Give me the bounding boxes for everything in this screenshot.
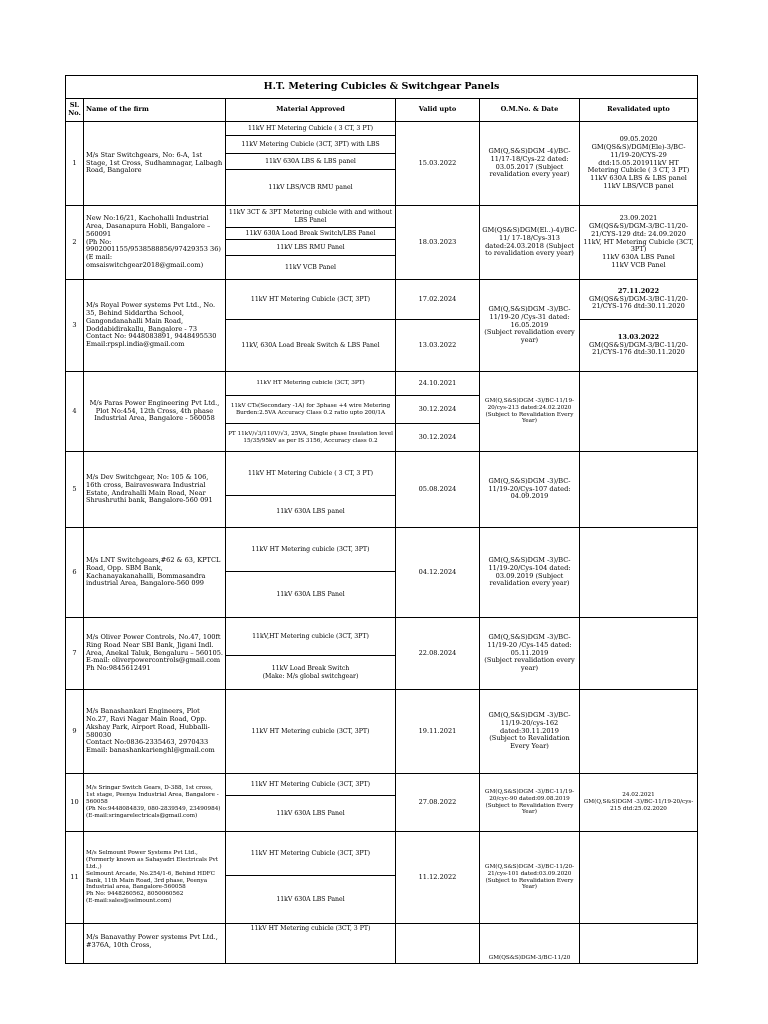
table-row: [66, 618, 698, 656]
om-no-date: GM(Q,S&S)DGM -4)/BC-11/17-18/Cys-22 dated: 03.05.2017 (Subject revalidation every year): [480, 122, 580, 206]
table-row: [66, 924, 698, 964]
om-no-date: GM(Q,S&S)DGM -3)/BC-11/20-21/cys-101 dated:03.09.2020 (Subject to Revalidation Every Year): [480, 832, 580, 924]
firm-name: New No:16/21, Kachohalli Industrial Area, Dasanapura Hobli, Bangalore – 560091 (Ph No: 9902001155/9538588856/97429353 36) (E mail: omsaiswitchgear2018@gmail.com): [84, 206, 226, 280]
row-sl-no: 6: [66, 528, 84, 618]
om-no-date: GM(Q,S&S)DGM -3)/BC-11/19-20/cyc-90 dated:09.08.2019 (Subject to Revalidation Every Year): [480, 774, 580, 832]
table-row: [66, 280, 698, 320]
material-item: 11kV Load Break Switch (Make: M/s global switchgear): [226, 656, 396, 690]
revalidated-upto: 24.02.2021 GM(Q,S&S)DGM -3)/BC-11/19-20/cys-215 dtd:25.02.2020: [580, 774, 698, 832]
material-item: 11kV Metering Cubicle (3CT, 3PT) with LBS: [226, 136, 396, 154]
valid-upto: [396, 924, 480, 964]
material-item: 11kV 630A LBS Panel: [226, 796, 396, 832]
table-row: [66, 452, 698, 496]
om-no-date: GM(Q,S&S)DGM -3)/BC-11/19-20 /Cys-31 dated: 16.05.2019 (Subject revalidation every year): [480, 280, 580, 372]
revalidated-date: 13.03.2022: [617, 332, 660, 341]
valid-upto: 19.11.2021: [396, 690, 480, 774]
material-item: 11kV LBS/VCB RMU panel: [226, 170, 396, 206]
revalidated-upto: [580, 924, 698, 964]
firm-name: M/s Sringar Switch Gears, D-388, 1st cross, 1st stage, Peenya Industrial Area, Bangalore - 560058 (Ph No:9448084839, 080-2839549, 23490984)(E-mail:sringarelectricals@gmail.com): [84, 774, 226, 832]
firm-name: M/s Selmount Power Systems Pvt Ltd., (Formerly known as Sahayadri Electricals Pvt Ltd.,) Selmount Arcade, No.254/1-6, Behind HDFC Bank, 11th Main Road, 3rd phase, Peenya Industrial area, Bangalore-560058 Ph No: 9448260562, 8050060562 (E-mail:sales@selmount.com): [84, 832, 226, 924]
valid-upto: 30.12.2024: [396, 396, 480, 424]
header-valid-upto: Valid upto: [396, 99, 480, 122]
material-item: 11kV HT Metering Cubicle ( 3 CT, 3 PT): [226, 452, 396, 496]
revalidated-ref: GM(QS&S)/DGM-3/BC-11/20-21/CYS-176 dtd:30.11.2020: [588, 294, 689, 311]
valid-upto: 11.12.2022: [396, 832, 480, 924]
firm-name: M/s Paras Power Engineering Pvt Ltd., Plot No:454, 12th Cross, 4th phase Industrial Area, Bangalore - 560058: [84, 372, 226, 452]
om-no-date: GM(Q,S&S)DGM -3)/BC-11/19-20/Cys-107 dated: 04.09.2019: [480, 452, 580, 528]
header-revalidated-upto: Revalidated upto: [580, 99, 698, 122]
revalidated-upto: 09.05.2020 GM(QS&S)/DGM(Ele)-3/BC-11/19-20/CYS-29 dtd:15.05.201911kV HT Metering Cubicle ( 3 CT, 3 PT) 11kV 630A LBS & LBS panel 11kV LBS/VCB panel: [580, 122, 698, 206]
material-item: 11kV HT Metering cubicle (3CT, 3PT): [226, 690, 396, 774]
material-item: 11kV HT Metering cubicle (3CT, 3 PT): [226, 924, 396, 964]
revalidated-upto: [580, 690, 698, 774]
om-no-date: GM(Q,S&S)DGM -3)/BC-11/19-20/cys-213 dated:24.02.2020 (Subject to Revalidation Every Year): [480, 372, 580, 452]
valid-upto: 17.02.2024: [396, 280, 480, 320]
revalidated-upto: [580, 372, 698, 452]
firm-name: M/s Banavathy Power systems Pvt Ltd., #376A, 10th Cross,: [84, 924, 226, 964]
revalidated-upto: [580, 280, 698, 320]
material-item: 11kV HT Metering Cubicle (3CT, 3PT): [226, 832, 396, 876]
table-row: [66, 528, 698, 572]
material-item: 11kV 630A LBS Panel: [226, 572, 396, 618]
material-item: 11kV 630A LBS panel: [226, 496, 396, 528]
valid-upto: 18.03.2023: [396, 206, 480, 280]
valid-upto: 15.03.2022: [396, 122, 480, 206]
om-no-date: GM(Q,S&S)DGM -3)/BC-11/19-20/cys-162 dated:30.11.2019 (Subject to Revalidation Every Year): [480, 690, 580, 774]
table-title: H.T. Metering Cubicles & Switchgear Panels: [66, 76, 698, 99]
valid-upto: 24.10.2021: [396, 372, 480, 396]
material-item: 11kV 630A LBS & LBS panel: [226, 154, 396, 170]
material-item: 11kV HT Metering Cubicle ( 3 CT, 3 PT): [226, 122, 396, 136]
table-row: [66, 122, 698, 136]
material-item: PT 11kV/√3/110V/√3, 25VA, Single phase Insulation level 15/35/95kV as per IS 3156, Accuracy class 0.2: [226, 424, 396, 452]
material-item: 11kV 3CT & 3PT Metering cubicle with and without LBS Panel: [226, 206, 396, 228]
revalidated-ref: GM(QS&S)/DGM-3/BC-11/20-21/CYS-176 dtd:30.11.2020: [588, 340, 689, 357]
revalidated-upto: [580, 528, 698, 618]
firm-name: M/s Oliver Power Controls, No.47, 100ft Ring Road Near SBI Bank, Jigani Indl. Area, Anekal Taluk, Bengaluru – 560105. E-mail: oliverpowercontrols@gmail.com Ph No:9845612491: [84, 618, 226, 690]
revalidated-date: 27.11.2022: [617, 286, 660, 295]
om-no-date: GM(Q,S&S)DGM -3)/BC-11/19-20 /Cys-145 dated: 05.11.2019 (Subject revalidation every year): [480, 618, 580, 690]
table-row: [66, 832, 698, 876]
valid-upto: 30.12.2024: [396, 424, 480, 452]
material-item: 11kV VCB Panel: [226, 256, 396, 280]
material-item: 11kV, 630A Load Break Switch & LBS Panel: [226, 320, 396, 372]
firm-name: M/s Star Switchgears, No: 6-A, 1st Stage, 1st Cross, Sudhamnagar, Lalbagh Road, Bangalore: [84, 122, 226, 206]
row-sl-no: 10: [66, 774, 84, 832]
valid-upto: 04.12.2024: [396, 528, 480, 618]
row-sl-no: 11: [66, 832, 84, 924]
material-item: 11kV HT Metering Cubicle (3CT, 3PT): [226, 280, 396, 320]
table-row: [66, 372, 698, 396]
row-sl-no: 7: [66, 618, 84, 690]
table-row: [66, 690, 698, 774]
row-sl-no: [66, 924, 84, 964]
revalidated-upto: [580, 452, 698, 528]
material-item: 11kV 630A Load Break Switch/LBS Panel: [226, 228, 396, 240]
material-item: 11kV 630A LBS Panel: [226, 876, 396, 924]
table-row: [66, 206, 698, 228]
material-item: 11kV LBS RMU Panel: [226, 240, 396, 256]
firm-name: M/s LNT Switchgears,#62 & 63, KPTCL Road, Opp. SBM Bank, Kachanayakanahalli, Bommasandra industrial Area, Bangalore-560 099: [84, 528, 226, 618]
revalidated-upto: [580, 320, 698, 372]
header-material-approved: Material Approved: [226, 99, 396, 122]
firm-name: M/s Royal Power systems Pvt Ltd., No. 35, Behind Siddartha School, Gangondanahalli Main Road, Doddabidirakallu, Bangalore - 73 Contact No: 9448083891, 9448495530 Email:rpspl.india@gmail.com: [84, 280, 226, 372]
om-no-date: GM(Q,S&S)DGM -3)/BC-11/19-20/Cys-104 dated: 03.09.2019 (Subject revalidation every year): [480, 528, 580, 618]
revalidated-upto: [580, 618, 698, 690]
header-om-no-date: O.M.No. & Date: [480, 99, 580, 122]
om-no-date: GM(QS&S)DGM(El..)-4)/BC-11/ 17-18/Cys-313 dated:24.03.2018 (Subject to revalidation every year): [480, 206, 580, 280]
om-no-date: GM(QS&S)DGM-3/BC-11/20: [480, 924, 580, 964]
row-sl-no: 2: [66, 206, 84, 280]
approved-vendors-table: [65, 75, 698, 964]
row-sl-no: 4: [66, 372, 84, 452]
valid-upto: 27.08.2022: [396, 774, 480, 832]
header-firm-name: Name of the firm: [84, 99, 226, 122]
material-item: 11kV CTs(Secondary -1A) for 3phase +4 wire Metering Burden:2.5VA Accuracy Class 0.2 ratio upto 200/1A: [226, 396, 396, 424]
material-item: 11kV HT Metering cubicle (3CT, 3PT): [226, 372, 396, 396]
firm-name: M/s Dev Switchgear, No: 105 & 106, 16th cross, Bairaveswara Industrial Estate, Andrahalli Main Road, Near Shrushruthi bank, Bangalore-560 091: [84, 452, 226, 528]
table-row: [66, 774, 698, 796]
row-sl-no: 1: [66, 122, 84, 206]
revalidated-upto: 23.09.2021 GM(QS&S)/DGM-3/BC-11/20-21/CYS-129 dtd: 24.09.2020 11kV, HT Metering Cubicle (3CT, 3PT) 11kV 630A LBS Panel 11kV VCB Panel: [580, 206, 698, 280]
material-item: 11kV,HT Metering cubicle (3CT, 3PT): [226, 618, 396, 656]
firm-name: M/s Banashankari Engineers, Plot No.27, Ravi Nagar Main Road, Opp. Akshay Park, Airport Road, Hubballi-580030 Contact No:0836-2335463, 2970433 Email: banashankarienghl@gmail.com: [84, 690, 226, 774]
material-item: 11kV HT Metering Cubicle (3CT, 3PT): [226, 774, 396, 796]
row-sl-no: 9: [66, 690, 84, 774]
revalidated-upto: [580, 832, 698, 924]
row-sl-no: 5: [66, 452, 84, 528]
valid-upto: 13.03.2022: [396, 320, 480, 372]
material-item: 11kV HT Metering cubicle (3CT, 3PT): [226, 528, 396, 572]
header-sl-no: Sl. No.: [66, 99, 84, 122]
valid-upto: 22.08.2024: [396, 618, 480, 690]
row-sl-no: 3: [66, 280, 84, 372]
valid-upto: 05.08.2024: [396, 452, 480, 528]
